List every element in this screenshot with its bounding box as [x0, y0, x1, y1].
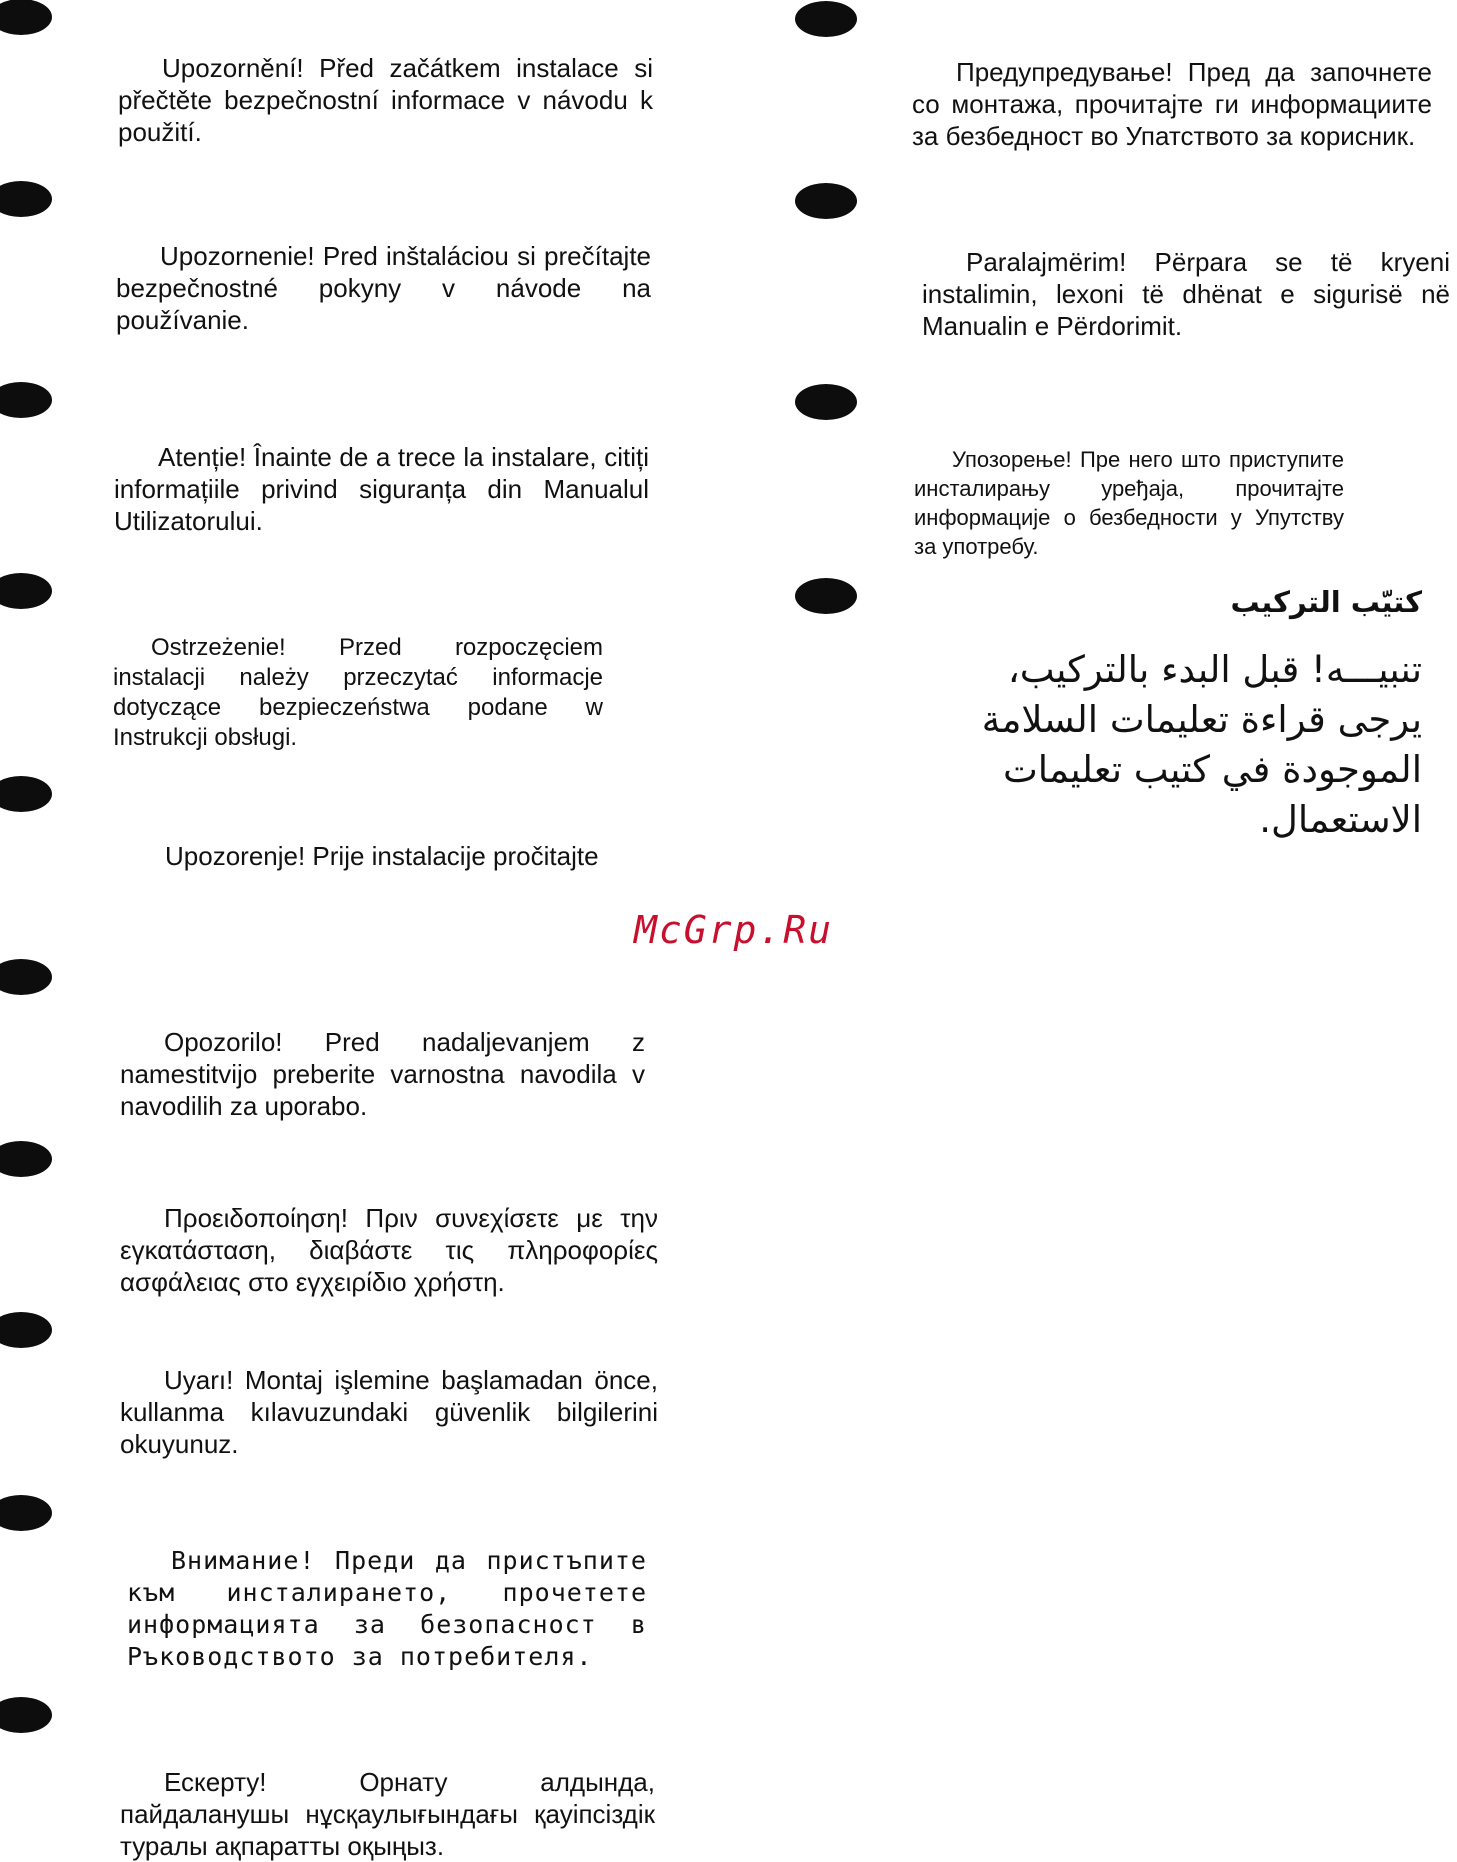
bullet-marker	[795, 578, 857, 614]
bullet-marker	[0, 382, 52, 418]
bullet-marker	[0, 959, 52, 995]
watermark: McGrp.Ru	[634, 908, 834, 952]
warning-turkish: Uyarı! Montaj işlemine başlamadan önce, kullanma kılavuzundaki güvenlik bilgilerini okuyunuz.	[120, 1365, 658, 1459]
bullet-marker	[0, 1495, 52, 1531]
warning-greek: Προειδοποίηση! Πριν συνεχίσετε με την εγκατάσταση, διαβάστε τις πληροφορίες ασφάλειας στο εγχειρίδιο χρήστη.	[120, 1203, 658, 1297]
bullet-marker	[795, 1, 857, 37]
bullet-marker	[0, 573, 52, 609]
warning-polish: Ostrzeżenie! Przed rozpoczęciem instalacji należy przeczytać informacje dotyczące bezpieczeństwa podane w Instrukcji obsługi.	[113, 634, 603, 751]
bullet-marker	[0, 776, 52, 812]
warning-slovak: Upozornenie! Pred inštaláciou si prečítajte bezpečnostné pokyny v návode na používanie.	[116, 241, 651, 335]
warning-croatian: Upozorenje! Prije instalacije pročitajte	[165, 841, 599, 871]
warning-serbian: Упозорење! Пре него што приступите инсталирању уређаја, прочитајте информације о безбедности у Упутству за употребу.	[914, 447, 1344, 559]
bullet-marker	[0, 1312, 52, 1348]
bullet-marker	[0, 181, 52, 217]
arabic-heading: كتيّب التركيب	[1230, 585, 1422, 619]
warning-bulgarian: Внимание! Преди да пристъпите към инсталирането, прочетете информацията за безопасност в Ръководството за потребителя.	[127, 1546, 647, 1671]
warning-slovenian: Opozorilo! Pred nadaljevanjem z namestitvijo preberite varnostna navodila v navodilih za uporabo.	[120, 1027, 645, 1121]
warning-czech: Upozornění! Před začátkem instalace si přečtěte bezpečnostní informace v návodu k použití.	[118, 53, 653, 147]
warning-romanian: Atenție! Înainte de a trece la instalare, citiți informațiile privind siguranța din Manualul Utilizatorului.	[114, 442, 649, 536]
warning-arabic: تنبيـــه! قبل البدء بالتركيب، يرجى قراءة تعليمات السلامة الموجودة في كتيب تعليمات الاستعمال.	[981, 648, 1422, 841]
bullet-marker	[795, 183, 857, 219]
warning-macedonian: Предупредување! Пред да започнете со монтажа, прочитајте ги информациите за безбедност во Упатството за корисник.	[912, 57, 1432, 151]
bullet-marker	[0, 1697, 52, 1733]
warning-albanian: Paralajmërim! Përpara se të kryeni instalimin, lexoni të dhënat e sigurisë në Manualin e Përdorimit.	[922, 247, 1450, 341]
bullet-marker	[0, 0, 52, 35]
bullet-marker	[0, 1141, 52, 1177]
bullet-marker	[795, 384, 857, 420]
warning-kazakh: Ескерту! Орнату алдында, пайдаланушы нұсқаулығындағы қауіпсіздік туралы ақпаратты оқыңыз.	[120, 1767, 655, 1861]
